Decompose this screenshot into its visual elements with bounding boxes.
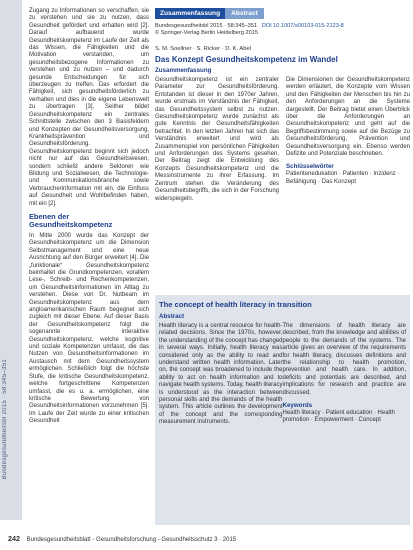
tag-abstract: Abstract <box>225 8 264 19</box>
doi-link[interactable]: DOI 10.1007/s00103-015-2123-8 <box>261 23 344 29</box>
german-keywords-heading: Schlüsselwörter <box>286 163 334 171</box>
abstract-banner <box>155 8 410 19</box>
body-paragraph-2: In Mitte 2000 wurde das Konzept der Gesundheitskompetenz um die Dimension Selbstmanagement und eine neue Ausrichtung auf den Bürger erweitert [4]. Die „funktionale“ Gesundheitskompetenz beinhaltet die Grundkompetenzen, vorallem Lese-, Schreib- und Rechenkompetenzen, um Gesundheitsinformationen im Alltag zu verstehen. Diese von Dr. Nutbeam im Gesundheitskompetenz aus dem angloamerikanischen Raum begegnet sich zugleich mit dieser Ebene. Auf dieser Basis der Gesundheitskompetenz folgt die sogenannte interaktive Gesundheitskompetenz, welche kognitive und soziale Kompetenzen umfasst, die das Nutzen von Gesundheitsinformationen im Austausch mit dem Gesundheitssystem ermöglichen. Schließlich folgt die höchste Stufe, die kritische Gesundheitskompetenz, welche fortgeschrittene Kompetenzen umfasst, die es u. a. ermöglichen, eine kritische Bewertung von Gesundheitsinformationen vorzunehmen [5]. Im Laufe der Zeit wurde zu einer kritischen Gesundheit <box>29 232 149 425</box>
citation: Bundesgesundheitsbl 2015 · 58:345–351 <box>155 23 258 29</box>
abstract-panel <box>155 8 410 208</box>
authors: S. M. Soellner · S. Ricker · D. K. Abel <box>155 46 251 52</box>
journal-footer: Bundesgesundheitsblatt - Gesundheitsforschung - Gesundheitsschutz 3 · 2015 <box>26 537 237 543</box>
german-abstract <box>155 77 410 208</box>
german-abstract-heading: Zusammenfassung <box>155 67 212 74</box>
page-footer <box>8 533 408 545</box>
citation-meta <box>155 23 410 37</box>
side-tab <box>0 0 22 520</box>
english-abstract-col1: Health literacy is a central resource for health-related decisions. Since the 1970s, however, the understanding of the concept has changed in several ways. Initially, health literacy was considered only as the ability to read and understand written health information. Later on, the concept was broadened to include the ability to act on health information and to navigate health systems. Today, health literacy is understood as the interaction between personal skills and the demands of the health system. This article outlines the development of the concept and the corresponding measurement instruments. <box>159 323 283 426</box>
german-keywords: Patientenedukation · Patienten · Inzidenz · Befähigung · Das Konzept <box>286 171 400 185</box>
english-abstract <box>159 323 406 432</box>
copyright: © Springer-Verlag Berlin Heidelberg 2015 <box>155 30 259 36</box>
side-tab-label: Bundesgesundheitsbl 2015 · 58:345–351 <box>2 359 8 480</box>
section-heading: Ebenen der Gesundheitskompetenz <box>29 211 113 230</box>
article-title: Das Konzept Gesundheitskompetenz im Wandel <box>155 55 338 64</box>
english-title: The concept of health literacy in transition <box>159 300 312 309</box>
german-abstract-col2: Die Dimensionen der Gesundheitskompetenz werden erläutert, die Konzepte vom Wissen und den Fähigkeiten der Menschen bis hin zu den Anforderungen an die Systeme dargestellt. Der Beitrag bietet einen Überblick über die Anforderungen an Gesundheitskompetenz und geht auf die Begriffsbestimmung sowie auf die Bezüge zu Gesundheitsförderung, Prävention und Gesundheitsversorgung ein. Ebenso werden Defizite und Potenziale beschrieben. <box>286 77 410 158</box>
english-keywords: Health literacy · Patient education · Health promotion · Empowerment · Concept <box>282 410 395 424</box>
german-abstract-col1: Gesundheitskompetenz ist ein zentraler Parameter zur Gesundheitsförderung. Entstanden ist dieser in den 1970er Jahren, wurde erstmals im Verständnis der Fähigkeit, das Gesundheitssystem selbst zu nutzen. Gesundheitskompetenz wurde zunächst als gute Kenntnis der Gesundheitsfähigkeiten betrachtet. In den letzten Jahren hat sich das Verständnis erweitert und wird als Zusammenspiel von persönlichen Fähigkeiten und Anforderungen des Systems gesehen. Der Beitrag zeigt die Entwicklung des Konzepts Gesundheitskompetenz und die Messinstrumente zu ihrer Erfassung. Im Zentrum stehen die Veränderung des Gesundheitsbegriffs, die sich in der Forschung widerspiegeln. <box>155 77 279 202</box>
english-abstract-col2: The dimensions of health literacy are described, from the knowledge and abilities of people to the demands of the systems. The article gives an overview of the requirements for health literacy, discusses definitions and the relationship to health promotion, prevention and health care. In addition, deficits and potentials are described, and implications for research and practice are discussed. <box>282 323 406 396</box>
english-abstract-box <box>155 295 410 525</box>
page-number: 242 <box>8 534 20 543</box>
left-column <box>29 8 149 431</box>
english-abstract-heading: Abstract <box>159 313 185 320</box>
english-keywords-heading: Keywords <box>282 402 313 410</box>
body-paragraph-1: Zugang zu Informationen so verschaffen, sie zu verstehen und sie zu nutzen, dass Gesundheit gefördert und erhalten wird [2]. Darauf aufbauend wurde Gesundheitskompetenz im Laufe der Zeit als das Wissen, die Fähigkeiten und die Motivation verstanden, um gesundheitsbezogene Informationen zu verstehen und zu nutzen – und dadurch gesunde Entscheidungen für sich überzeugen zu treffen. Das erfordert die Fähigkeit, sich gesundheitsförderlich zu verhalten und dies in die eigene Lebenswelt zu übertragen [3]. Seither bildet Gesundheitskompetenz ein zentrales Schnittstelle zwischen den 3 Basisfeldern und Konzepten der Gesundheitsversorgung, Krankheitsprävention und Gesundheitsförderung. Gesundheitskompetenz beginnt sich jedoch nicht nur auf das Gesundheitswesen, sondern schließt andere Sektoren wie Bildung und Sozialwesen, die Technologie- und Kommunikationsbranche sowie Verbraucherinformation mit ein, die Einfluss auf Gesundheit und Wohlbefinden haben, mit ein [2]. <box>29 8 149 207</box>
tag-zusammenfassung: Zusammenfassung <box>155 8 225 19</box>
